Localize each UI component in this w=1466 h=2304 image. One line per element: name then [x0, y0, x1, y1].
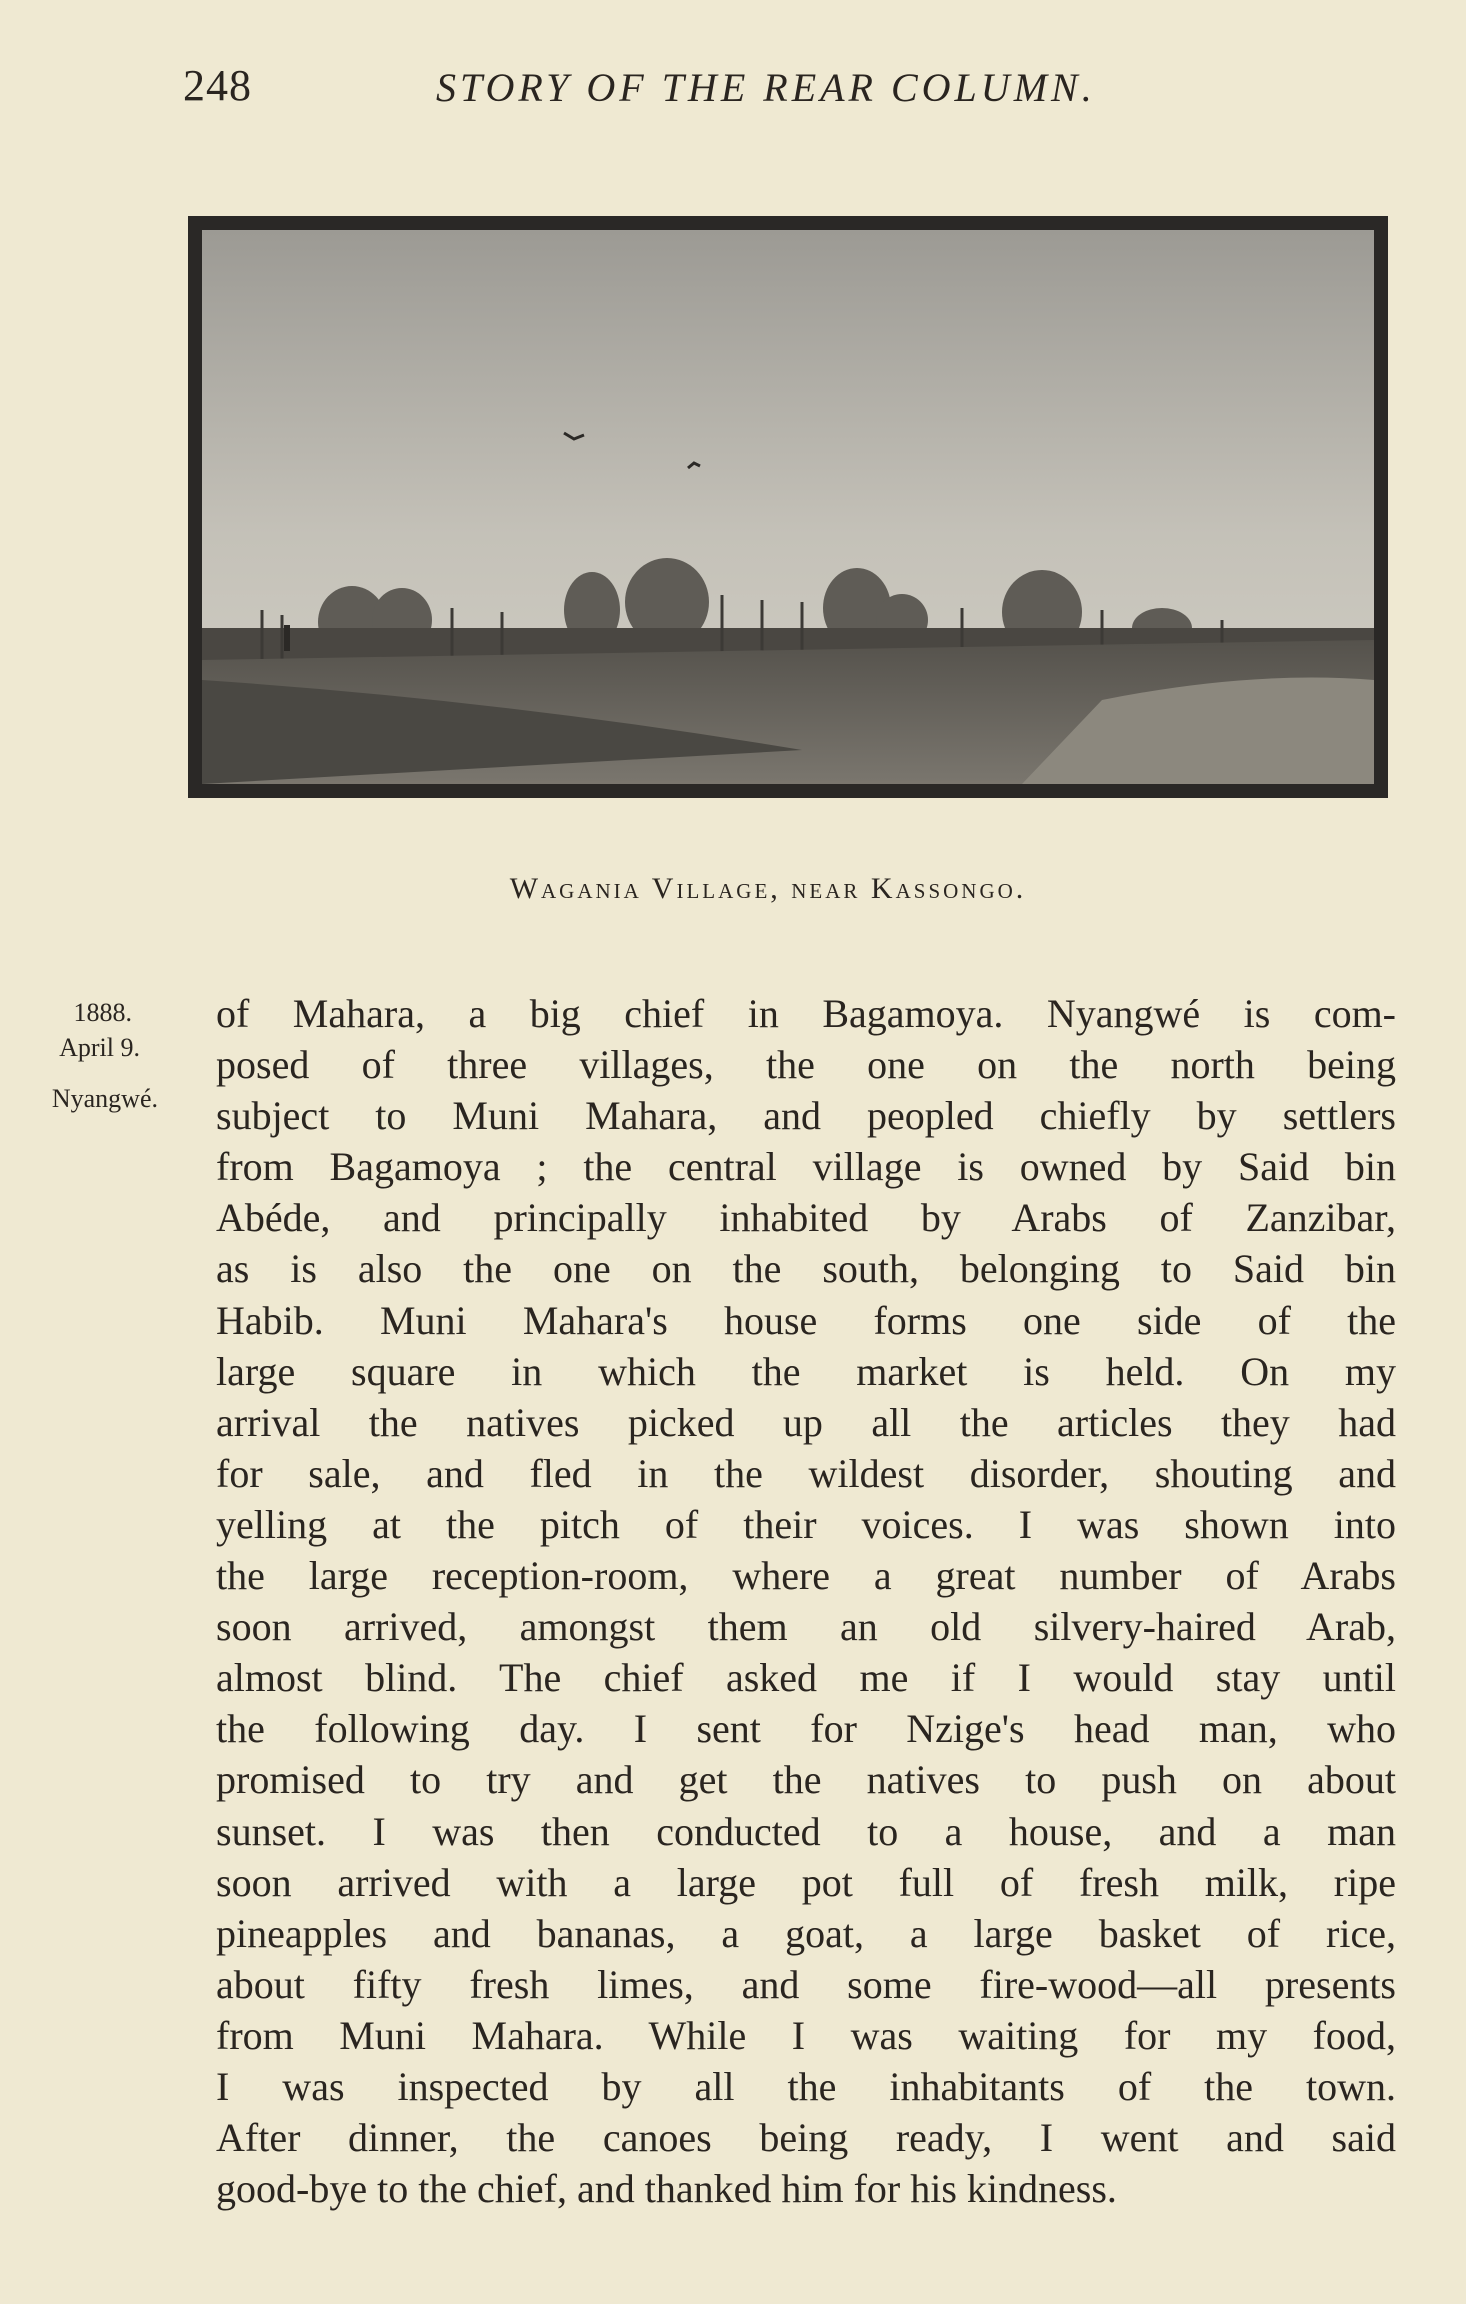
- text-line: promised to try and get the natives to push on about: [216, 1757, 1396, 1803]
- text-line: of Mahara, a big chief in Bagamoya. Nyangwé is com-: [216, 991, 1396, 1036]
- text-line: Abéde, and principally inhabited by Arabs of Zanzibar,: [216, 1195, 1396, 1241]
- text-line: arrival the natives picked up all the articles they had: [216, 1399, 1396, 1445]
- text-line: the following day. I sent for Nzige's head man, who: [216, 1706, 1396, 1752]
- text-line: as is also the one on the south, belonging to Said bin: [216, 1246, 1396, 1292]
- text-line: about fifty fresh limes, and some fire-wood—all presents: [216, 1961, 1396, 2007]
- text-line: for sale, and fled in the wildest disorder, shouting and: [216, 1450, 1396, 1496]
- text-line: pineapples and bananas, a goat, a large basket of rice,: [216, 1910, 1396, 1956]
- page-number: 248: [183, 61, 252, 110]
- text-line: good-bye to the chief, and thanked him for his kindness.: [216, 2166, 1117, 2212]
- text-line: posed of three villages, the one on the north being: [216, 1042, 1396, 1088]
- running-title: STORY OF THE REAR COLUMN.: [436, 65, 1096, 110]
- text-line: almost blind. The chief asked me if I would stay until: [216, 1655, 1396, 1701]
- text-line: soon arrived with a large pot full of fresh milk, ripe: [216, 1859, 1396, 1905]
- plate-caption: Wagania Village, near Kassongo.: [509, 872, 1027, 905]
- sidenote-date: April 9.: [59, 1033, 140, 1062]
- body-text: [216, 988, 1396, 2214]
- text-line: Habib. Muni Mahara's house forms one side of the: [216, 1297, 1396, 1343]
- sidenote-year: 1888.: [73, 998, 132, 1027]
- text-line: from Muni Mahara. While I was waiting for my food,: [216, 2012, 1396, 2058]
- text-line: large square in which the market is held. On my: [216, 1348, 1396, 1394]
- text-line: from Bagamoya ; the central village is owned by Said bin: [216, 1144, 1396, 1190]
- text-line: the large reception-room, where a great number of Arabs: [216, 1553, 1396, 1599]
- text-line: subject to Muni Mahara, and peopled chiefly by settlers: [216, 1093, 1396, 1139]
- text-line: I was inspected by all the inhabitants of the town.: [216, 2063, 1396, 2109]
- sidenote-place: Nyangwé.: [51, 1084, 158, 1113]
- text-line: sunset. I was then conducted to a house, and a man: [216, 1808, 1396, 1854]
- illustration-plate: [188, 216, 1388, 798]
- text-line: After dinner, the canoes being ready, I went and said: [216, 2115, 1396, 2161]
- text-line: soon arrived, amongst them an old silvery-haired Arab,: [216, 1604, 1396, 1650]
- text-line: yelling at the pitch of their voices. I was shown into: [216, 1501, 1396, 1547]
- village-illustration: [202, 230, 1374, 784]
